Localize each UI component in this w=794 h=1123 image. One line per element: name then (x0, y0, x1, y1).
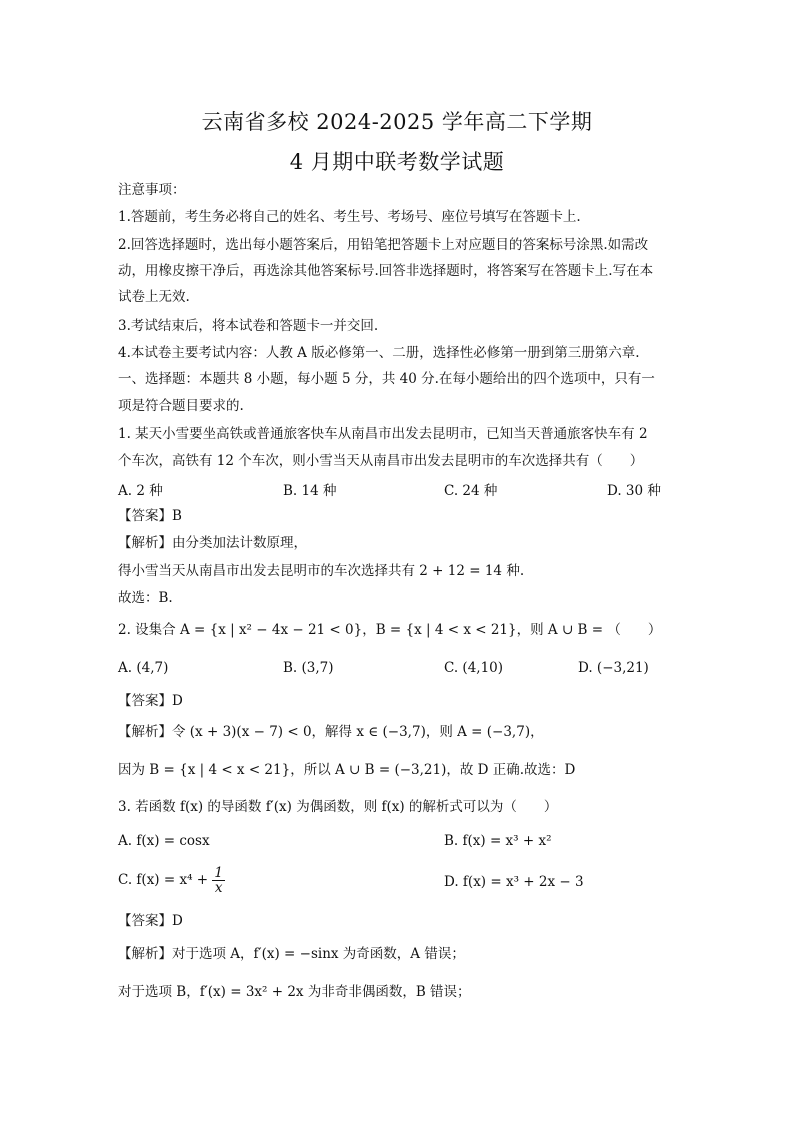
q1-option-a: A. 2 种 (118, 483, 163, 499)
fraction-denominator: x (214, 880, 223, 896)
note-2a: 2.回答选择题时，选出每小题答案后，用铅笔把答题卡上对应题目的答案标号涂黑.如需改 (118, 237, 649, 253)
q2-explanation-2: 因为 B = {x | 4 < x < 21}，所以 A ∪ B = (−3,21)，故 D 正确.故选：D (118, 762, 576, 778)
q3-option-d: D. f(x) = x³ + 2x − 3 (444, 874, 584, 890)
note-2c: 试卷上无效. (118, 289, 190, 305)
q1-option-d: D. 30 种 (607, 483, 661, 499)
q1-stem-b: 个车次，高铁有 12 个车次，则小雪当天从南昌市出发去昆明市的车次选择共有（ ） (118, 453, 644, 469)
q3-explanation-2: 对于选项 B，f′(x) = 3x² + 2x 为非奇非偶函数，B 错误； (118, 984, 471, 1000)
note-2b: 动，用橡皮擦干净后，再选涂其他答案标号.回答非选择题时，将答案写在答题卡上.写在本 (118, 263, 654, 279)
q3-explanation-text: 对于选项 A，f′(x) = −sinx 为奇函数，A 错误； (172, 946, 465, 962)
fraction-numerator: 1 (214, 865, 223, 881)
q1-explanation-2: 得小雪当天从南昌市出发去昆明市的车次选择共有 2 + 12 = 14 种. (118, 563, 525, 579)
q2-explanation-text: 令 (x + 3)(x − 7) < 0，解得 x ∈ (−3,7)，则 A = (−3,7)， (172, 724, 544, 740)
notes-heading: 注意事项： (118, 182, 186, 198)
q1-explanation-label: 【解析】 (118, 535, 172, 551)
q1-explanation-1 (118, 533, 676, 553)
note-1: 1.答题前，考生务必将自己的姓名、考生号、考场号、座位号填写在答题卡上. (118, 209, 581, 225)
q3-option-c-fraction (212, 866, 225, 895)
q3-option-b: B. f(x) = x³ + x² (444, 833, 552, 849)
section-1-heading-cont: 项是符合题目要求的. (118, 398, 244, 414)
q2-stem: 2. 设集合 A = {x | x² − 4x − 21 < 0}，B = {x | 4 < x < 21}，则 A ∪ B = （ ） (118, 622, 662, 638)
q2-option-c: C. (4,10) (444, 660, 504, 676)
note-3: 3.考试结束后，将本试卷和答题卡一并交回. (118, 318, 379, 334)
q1-option-c: C. 24 种 (444, 483, 498, 499)
q3-stem: 3. 若函数 f(x) 的导函数 f′(x) 为偶函数，则 f(x) 的解析式可以为（ ） (118, 799, 558, 815)
q1-answer: 【答案】B (118, 508, 182, 524)
q3-option-a: A. f(x) = cosx (118, 833, 210, 849)
exam-title-line1: 云南省多校 2024-2025 学年高二下学期 (201, 110, 593, 134)
q3-explanation-label: 【解析】 (118, 946, 172, 962)
q1-stem-a: 1. 某天小雪要坐高铁或普通旅客快车从南昌市出发去昆明市，已知当天普通旅客快车有 2 (118, 426, 648, 442)
q3-option-c (118, 866, 225, 895)
q2-explanation-label: 【解析】 (118, 724, 172, 740)
q3-option-c-text: C. f(x) = x⁴ + (118, 872, 209, 888)
q2-explanation-1 (118, 722, 676, 742)
q2-option-b: B. (3,7) (283, 660, 334, 676)
section-1-heading: 一、选择题：本题共 8 小题，每小题 5 分，共 40 分.在每小题给出的四个选项中，只有一 (118, 371, 655, 387)
q3-answer: 【答案】D (118, 913, 183, 929)
q3-explanation-1 (118, 944, 676, 964)
q2-answer: 【答案】D (118, 693, 183, 709)
q2-option-a: A. (4,7) (118, 660, 169, 676)
note-4: 4.本试卷主要考试内容：人教 A 版必修第一、二册，选择性必修第一册到第三册第六章. (118, 345, 640, 361)
q2-option-d: D. (−3,21) (578, 660, 649, 676)
exam-title-line2: 4 月期中联考数学试题 (289, 150, 505, 174)
q1-option-b: B. 14 种 (283, 483, 337, 499)
q1-explanation-text: 由分类加法计数原理， (172, 535, 307, 551)
q1-explanation-3: 故选：B. (118, 590, 173, 606)
